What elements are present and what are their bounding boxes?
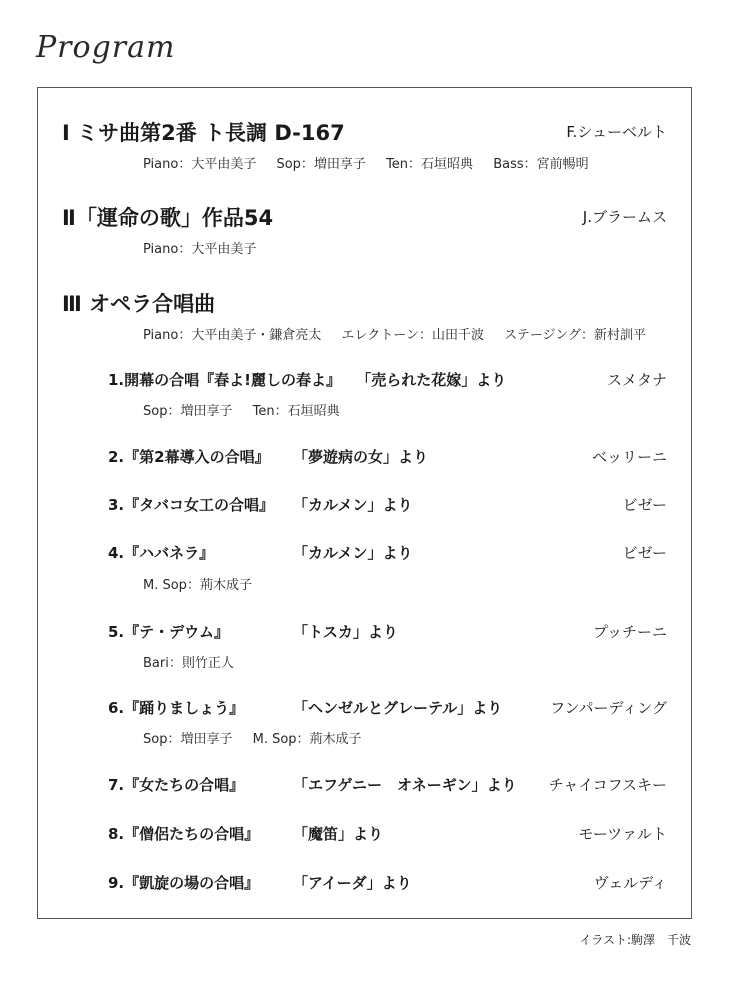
program-item <box>108 774 517 795</box>
item-opera: 「売られた花嫁」より <box>356 371 507 389</box>
performer: Bass：宮前暢明 <box>493 157 589 172</box>
performer: Ten：石垣昭典 <box>386 157 474 172</box>
section-composer: J.ブラームス <box>582 208 667 226</box>
item-number: 3. <box>108 496 125 514</box>
performer: ステージング：新村訓平 <box>504 328 646 343</box>
soloist: M. Sop：荊木成子 <box>252 732 362 747</box>
program-item <box>108 494 413 515</box>
item-opera: 「アイーダ」より <box>293 874 412 892</box>
item-number: 1. <box>108 371 125 389</box>
item-piece: 『ハバネラ』 <box>124 544 215 562</box>
soloist: Bari：則竹正人 <box>143 656 234 671</box>
section-title: Ⅱ「運命の歌」作品54 <box>62 206 274 230</box>
item-composer: スメタナ <box>606 371 667 389</box>
item-opera: 「エフゲニー オネーギン」より <box>293 776 517 794</box>
program-heading: Program <box>36 30 176 65</box>
item-piece: 『凱旋の場の合唱』 <box>124 874 260 892</box>
item-piece: 『女たちの合唱』 <box>124 776 245 794</box>
section-title: Ⅰ ミサ曲第2番 ト長調 D-167 <box>62 121 345 145</box>
section-performers <box>143 324 646 343</box>
program-item <box>108 446 429 467</box>
item-soloists <box>143 574 268 593</box>
item-composer: ビゼー <box>622 496 667 514</box>
item-opera: 「ヘンゼルとグレーテル」より <box>293 699 503 717</box>
section-performers <box>143 238 272 257</box>
item-number: 6. <box>108 699 125 717</box>
item-number: 4. <box>108 544 125 562</box>
program-item <box>108 697 503 718</box>
program-item <box>108 621 398 642</box>
item-composer: チャイコフスキー <box>548 776 667 794</box>
item-number: 8. <box>108 825 125 843</box>
item-number: 2. <box>108 448 125 466</box>
program-item <box>108 823 384 844</box>
item-opera: 「カルメン」より <box>293 544 413 562</box>
item-opera: 「魔笛」より <box>293 825 384 843</box>
item-composer: フンパーディング <box>550 699 667 717</box>
item-soloists <box>143 728 378 747</box>
item-piece: 『僧侶たちの合唱』 <box>124 825 260 843</box>
item-piece: 『テ・デウム』 <box>124 623 229 641</box>
performer: Sop：増田享子 <box>276 157 366 172</box>
item-opera: 「トスカ」より <box>293 623 398 641</box>
item-piece: 開幕の合唱『春よ!麗しの春よ』 <box>124 371 341 389</box>
soloist: Sop：増田享子 <box>143 404 233 419</box>
item-composer: プッチーニ <box>593 623 667 641</box>
item-composer: ビゼー <box>622 544 667 562</box>
item-opera: 「カルメン」より <box>293 496 413 514</box>
section-title: Ⅲ オペラ合唱曲 <box>62 292 216 316</box>
performer: Piano：大平由美子 <box>143 242 257 257</box>
item-soloists <box>143 400 356 419</box>
soloist: Sop：増田享子 <box>143 732 233 747</box>
program-item <box>108 542 413 563</box>
item-piece: 『踊りましょう』 <box>124 699 245 717</box>
item-composer: モーツァルト <box>578 825 667 843</box>
illustration-credit: イラスト:駒澤 千波 <box>579 933 691 947</box>
item-composer: ヴェルディ <box>593 874 667 892</box>
item-number: 7. <box>108 776 125 794</box>
soloist: Ten：石垣昭典 <box>252 404 340 419</box>
section-performers <box>143 153 605 172</box>
item-number: 9. <box>108 874 125 892</box>
performer: エレクトーン：山田千波 <box>341 328 484 343</box>
item-piece: 『第2幕導入の合唱』 <box>124 448 270 466</box>
program-item <box>108 872 412 893</box>
program-item <box>108 369 506 390</box>
item-piece: 『タバコ女工の合唱』 <box>124 496 274 514</box>
item-opera: 「夢遊病の女」より <box>293 448 429 466</box>
item-soloists <box>143 652 250 671</box>
section-composer: F.シューベルト <box>566 123 667 141</box>
soloist: M. Sop：荊木成子 <box>143 578 252 593</box>
performer: Piano：大平由美子・鎌倉亮太 <box>143 328 322 343</box>
item-composer: ベッリーニ <box>591 448 667 466</box>
performer: Piano：大平由美子 <box>143 157 257 172</box>
item-number: 5. <box>108 623 125 641</box>
